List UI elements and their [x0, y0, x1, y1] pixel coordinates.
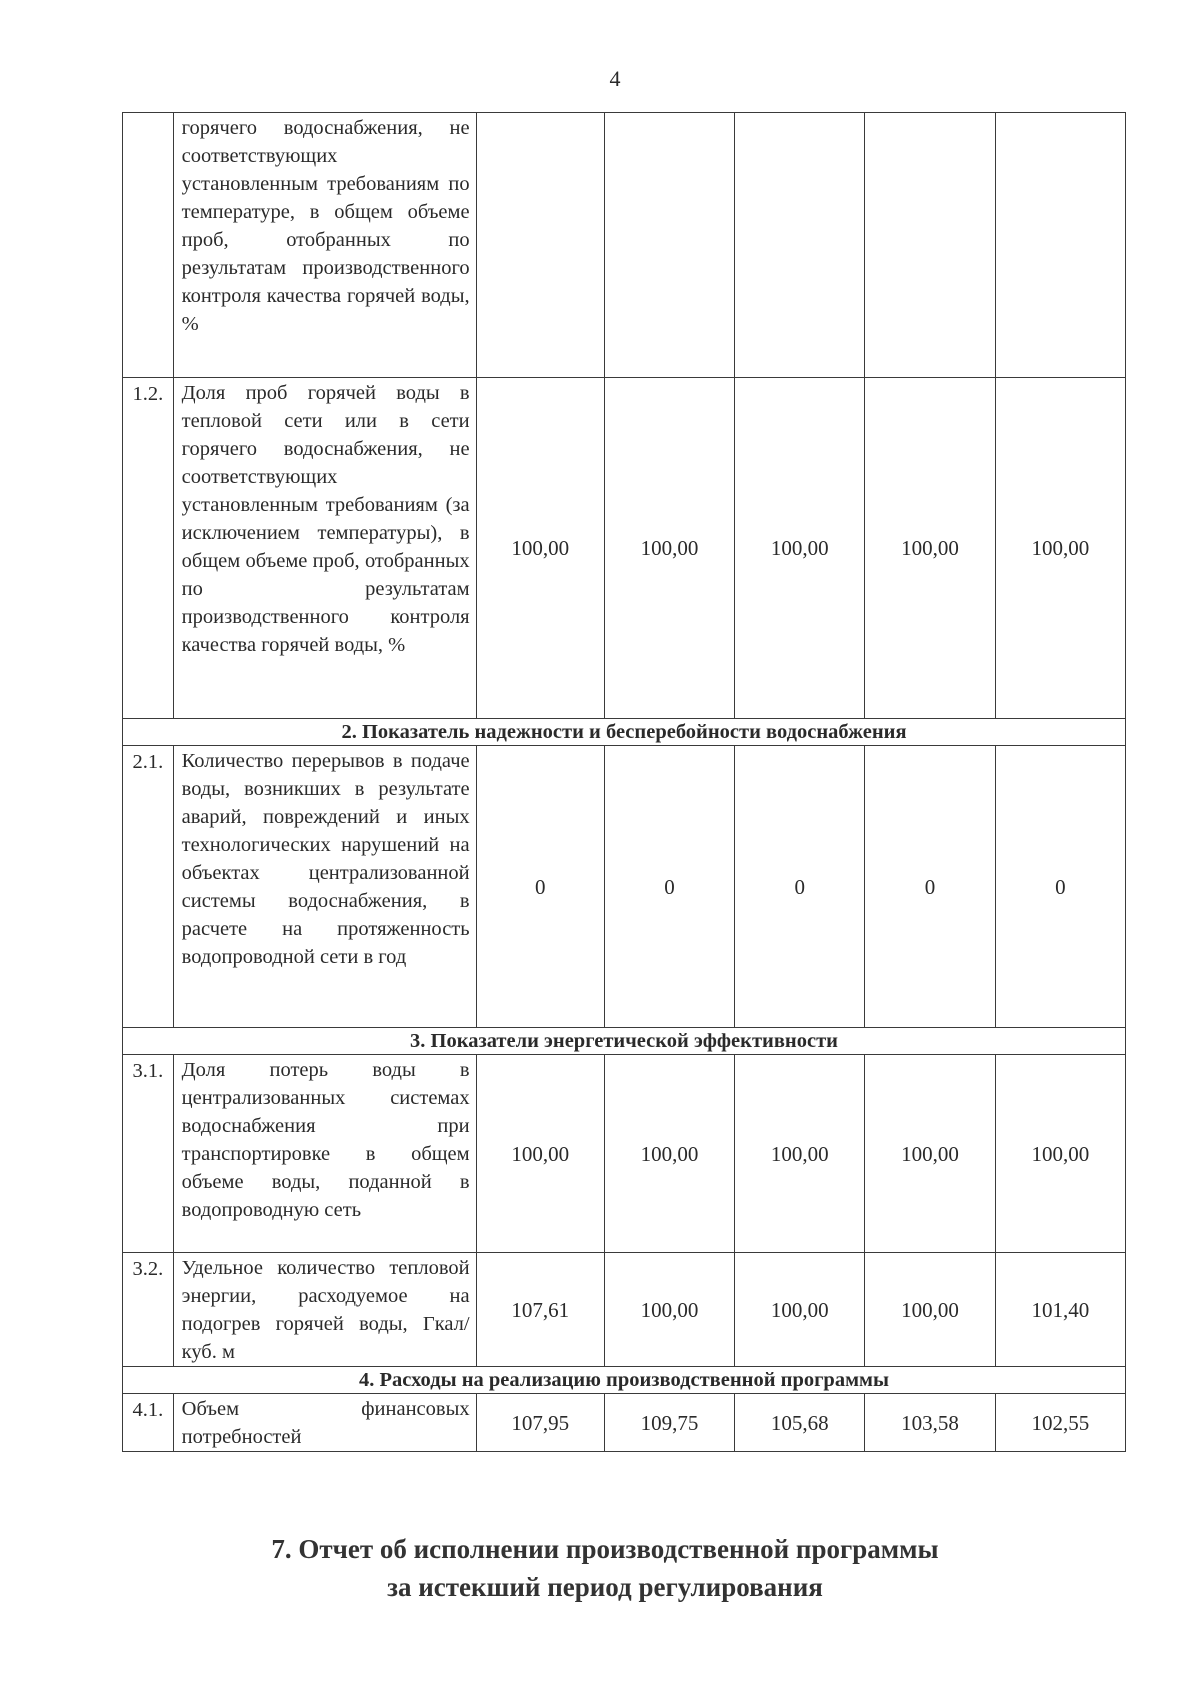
section-title: 2. Показатель надежности и бесперебойности водоснабжения [123, 719, 1126, 746]
page-number: 4 [609, 66, 621, 91]
row-value: 0 [604, 746, 734, 1028]
section-row [123, 1028, 1126, 1055]
row-value: 103,58 [865, 1394, 995, 1452]
row-value: 101,40 [995, 1253, 1125, 1367]
row-description: Доля потерь воды в централизованных системах водоснабжения при транспортировке в общем объеме воды, поданной в водопроводную сеть [173, 1055, 476, 1253]
row-value: 109,75 [604, 1394, 734, 1452]
section-heading-line-1: 7. Отчет об исполнении производственной программы [271, 1534, 939, 1564]
row-value: 102,55 [995, 1394, 1125, 1452]
row-description: Доля проб горячей воды в тепловой сети или в сети горячего водоснабжения, не соответствующих установленным требованиям (за исключением температуры), в общем объеме проб, отобранных по результатам производственного контроля качества горячей воды, % [173, 378, 476, 719]
row-value: 100,00 [865, 1055, 995, 1253]
row-value: 100,00 [865, 378, 995, 719]
section-row [123, 1367, 1126, 1394]
table-row [123, 378, 1126, 719]
table-row [123, 1394, 1126, 1452]
row-value: 107,95 [476, 1394, 604, 1452]
row-value: 100,00 [476, 1055, 604, 1253]
row-value: 100,00 [735, 1055, 865, 1253]
row-description: Объем финансовых потребностей [173, 1394, 476, 1452]
row-value: 0 [995, 746, 1125, 1028]
row-value [865, 113, 995, 378]
row-number: 2.1. [123, 746, 174, 1028]
section-row [123, 719, 1126, 746]
section-title: 4. Расходы на реализацию производственной программы [123, 1367, 1126, 1394]
row-value [604, 113, 734, 378]
row-value: 100,00 [995, 1055, 1125, 1253]
row-value: 100,00 [995, 378, 1125, 719]
row-number: 3.1. [123, 1055, 174, 1253]
row-value: 0 [476, 746, 604, 1028]
row-value: 100,00 [735, 378, 865, 719]
row-value: 105,68 [735, 1394, 865, 1452]
table-row [123, 1253, 1126, 1367]
table-row [123, 746, 1126, 1028]
table-row [123, 113, 1126, 378]
indicators-table [122, 112, 1126, 1452]
row-value [476, 113, 604, 378]
row-value: 100,00 [735, 1253, 865, 1367]
row-description: горячего водоснабжения, не соответствующих установленным требованиям по температуре, в общем объеме проб, отобранных по результатам производственного контроля качества горячей воды, % [173, 113, 476, 378]
row-number: 1.2. [123, 378, 174, 719]
row-number [123, 113, 174, 378]
row-number: 4.1. [123, 1394, 174, 1452]
row-value: 0 [735, 746, 865, 1028]
section-heading [0, 1530, 1200, 1606]
row-value: 100,00 [476, 378, 604, 719]
row-description: Удельное количество тепловой энергии, расходуемое на подогрев горячей воды, Гкал/куб. м [173, 1253, 476, 1367]
row-value: 100,00 [604, 378, 734, 719]
section-title: 3. Показатели энергетической эффективности [123, 1028, 1126, 1055]
table-row [123, 1055, 1126, 1253]
row-value: 100,00 [604, 1253, 734, 1367]
row-value: 0 [865, 746, 995, 1028]
row-description: Количество перерывов в подаче воды, возникших в результате аварий, повреждений и иных технологических нарушений на объектах централизованной системы водоснабжения, в расчете на протяженность водопроводной сети в год [173, 746, 476, 1028]
row-number: 3.2. [123, 1253, 174, 1367]
row-value: 107,61 [476, 1253, 604, 1367]
section-heading-line-2: за истекший период регулирования [387, 1572, 823, 1602]
row-value [995, 113, 1125, 378]
row-value: 100,00 [865, 1253, 995, 1367]
row-value [735, 113, 865, 378]
row-value: 100,00 [604, 1055, 734, 1253]
